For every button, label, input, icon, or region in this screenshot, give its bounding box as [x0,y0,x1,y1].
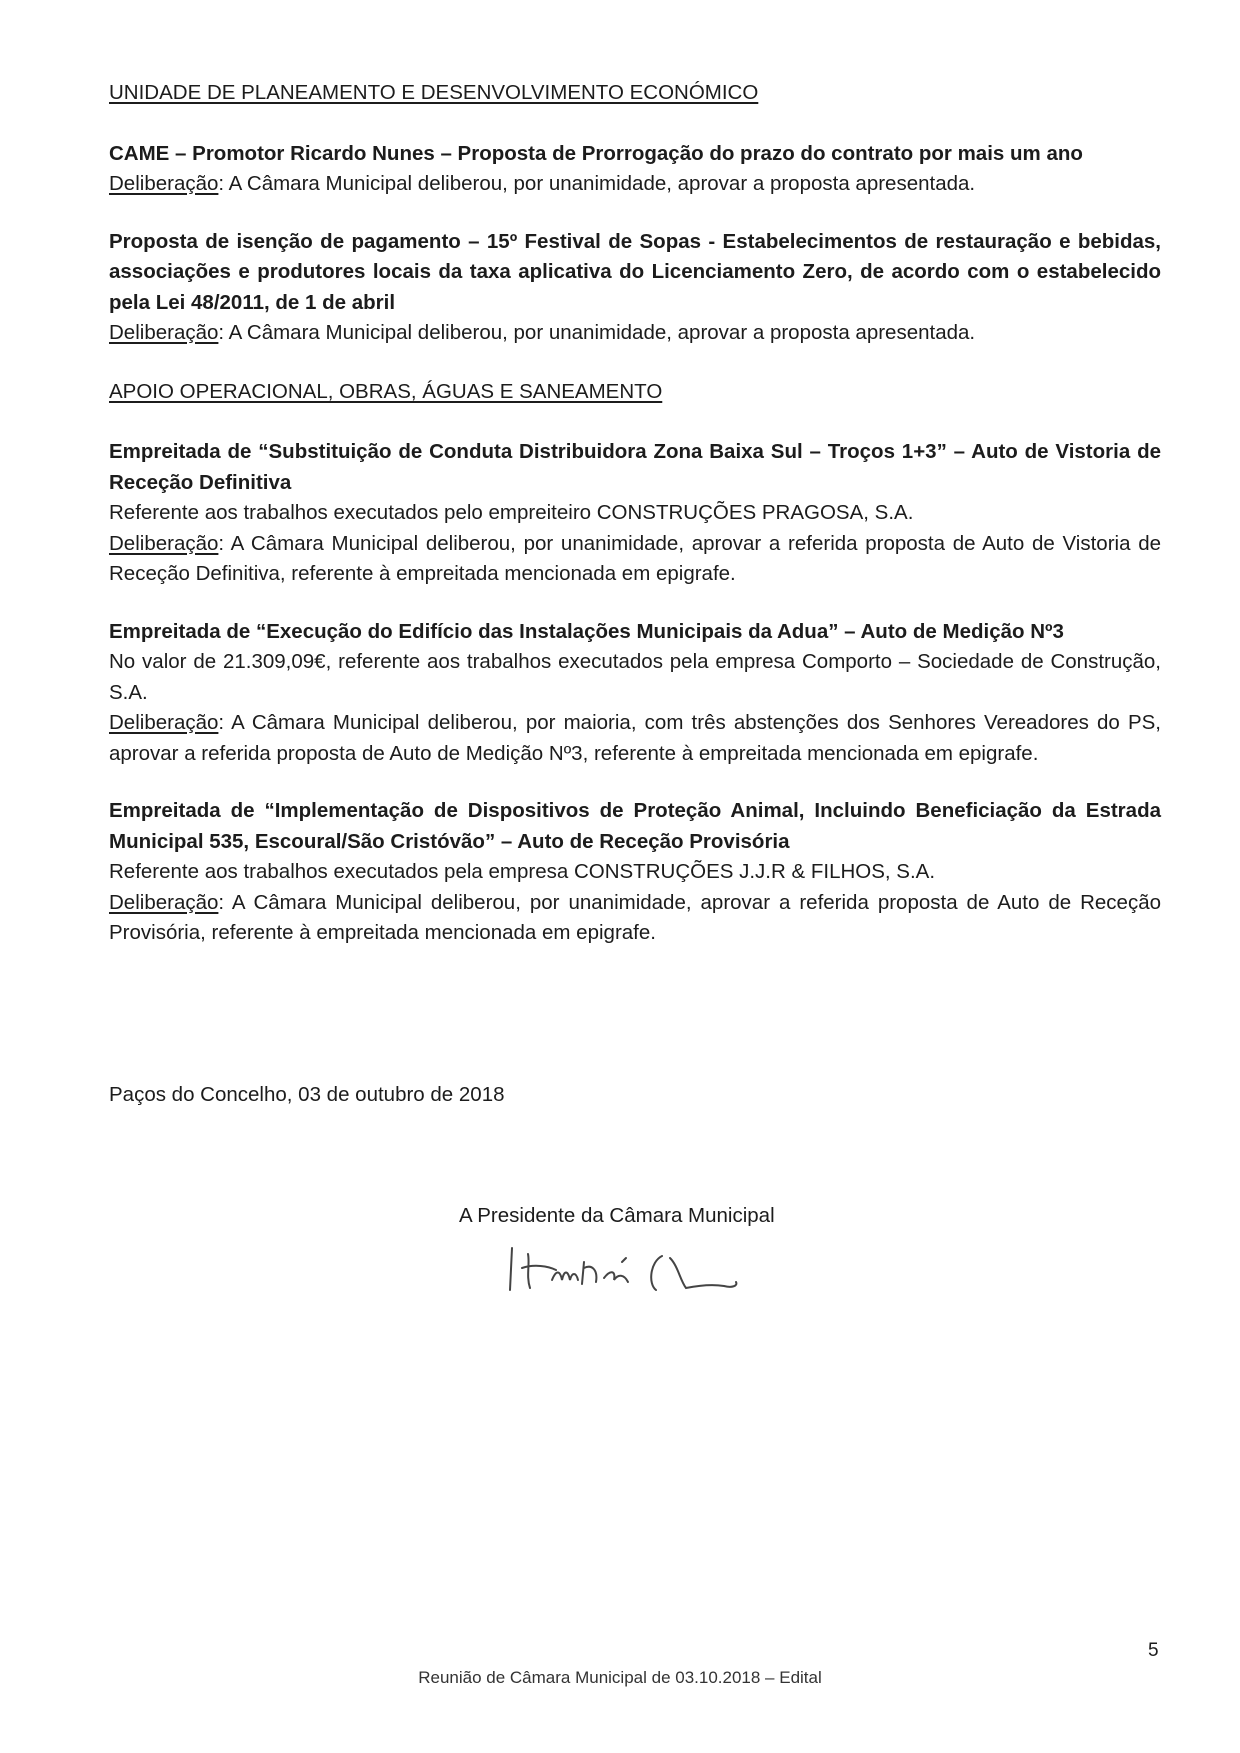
agenda-item-title: Empreitada de “Implementação de Dispositivos de Proteção Animal, Incluindo Beneficiação da Estrada Municipal 535, Escoural/São Cristóvão” – Auto de Receção Provisória [109,799,1161,853]
agenda-item-title: Proposta de isenção de pagamento – 15º Festival de Sopas - Estabelecimentos de restauração e bebidas, associações e produtores locais da taxa aplicativa do Licenciamento Zero, de acordo com o estabelecido pela Lei 48/2011, de 1 de abril [109,229,1161,314]
deliberation-text: : A Câmara Municipal deliberou, por unanimidade, aprovar a referida proposta de Auto de Vistoria de Receção Definitiva, referente à empreitada mencionada em epigrafe. [109,531,1161,585]
deliberation-label: Deliberação [109,531,219,555]
deliberation-text: : A Câmara Municipal deliberou, por unanimidade, aprovar a proposta apresentada. [218,321,976,344]
deliberation [109,529,1161,590]
agenda-item [109,437,1161,590]
section-heading: UNIDADE DE PLANEAMENTO E DESENVOLVIMENTO ECONÓMICO [109,81,759,104]
deliberation-text: : A Câmara Municipal deliberou, por unanimidade, aprovar a referida proposta de Auto de Receção Provisória, referente à empreitada mencionada em epigrafe. [109,890,1161,944]
signatory-title: A Presidente da Câmara Municipal [459,1204,775,1227]
deliberation-label: Deliberação [109,890,219,914]
agenda-item-title: Empreitada de “Execução do Edifício das Instalações Municipais da Adua” – Auto de Medição Nº3 [109,619,1064,643]
deliberation-label: Deliberação [109,321,219,344]
document-body [109,78,1161,949]
page-number: 5 [1148,1640,1159,1661]
agenda-item [109,227,1161,349]
deliberation-text: : A Câmara Municipal deliberou, por maioria, com três abstenções dos Senhores Vereadores do PS, aprovar a referida proposta de Auto de Medição Nº3, referente à empreitada mencionada em epigrafe. [109,711,1161,765]
deliberation [109,318,1161,349]
deliberation [109,169,1161,200]
agenda-item-detail: No valor de 21.309,09€, referente aos trabalhos executados pela empresa Comporto – Sociedade de Construção, S.A. [109,650,1161,704]
deliberation-text: : A Câmara Municipal deliberou, por unanimidade, aprovar a proposta apresentada. [218,172,976,195]
agenda-item [109,139,1161,200]
section-heading: APOIO OPERACIONAL, OBRAS, ÁGUAS E SANEAMENTO [109,379,663,403]
deliberation [109,708,1161,769]
agenda-item-title: CAME – Promotor Ricardo Nunes – Proposta de Prorrogação do prazo do contrato por mais um ano [109,141,1083,165]
agenda-item [109,617,1161,770]
deliberation-label: Deliberação [109,172,219,195]
deliberation [109,888,1161,949]
deliberation-label: Deliberação [109,711,219,734]
agenda-item-title: Empreitada de “Substituição de Conduta Distribuidora Zona Baixa Sul – Troços 1+3” – Auto de Vistoria de Receção Definitiva [109,440,1161,494]
handwritten-signature [500,1240,770,1300]
agenda-item [109,796,1161,949]
date-line: Paços do Concelho, 03 de outubro de 2018 [109,1083,505,1106]
page-footer: Reunião de Câmara Municipal de 03.10.2018 – Edital [418,1668,822,1687]
agenda-item-detail: Referente aos trabalhos executados pelo empreiteiro CONSTRUÇÕES PRAGOSA, S.A. [109,501,914,524]
agenda-item-detail: Referente aos trabalhos executados pela empresa CONSTRUÇÕES J.J.R & FILHOS, S.A. [109,860,936,883]
